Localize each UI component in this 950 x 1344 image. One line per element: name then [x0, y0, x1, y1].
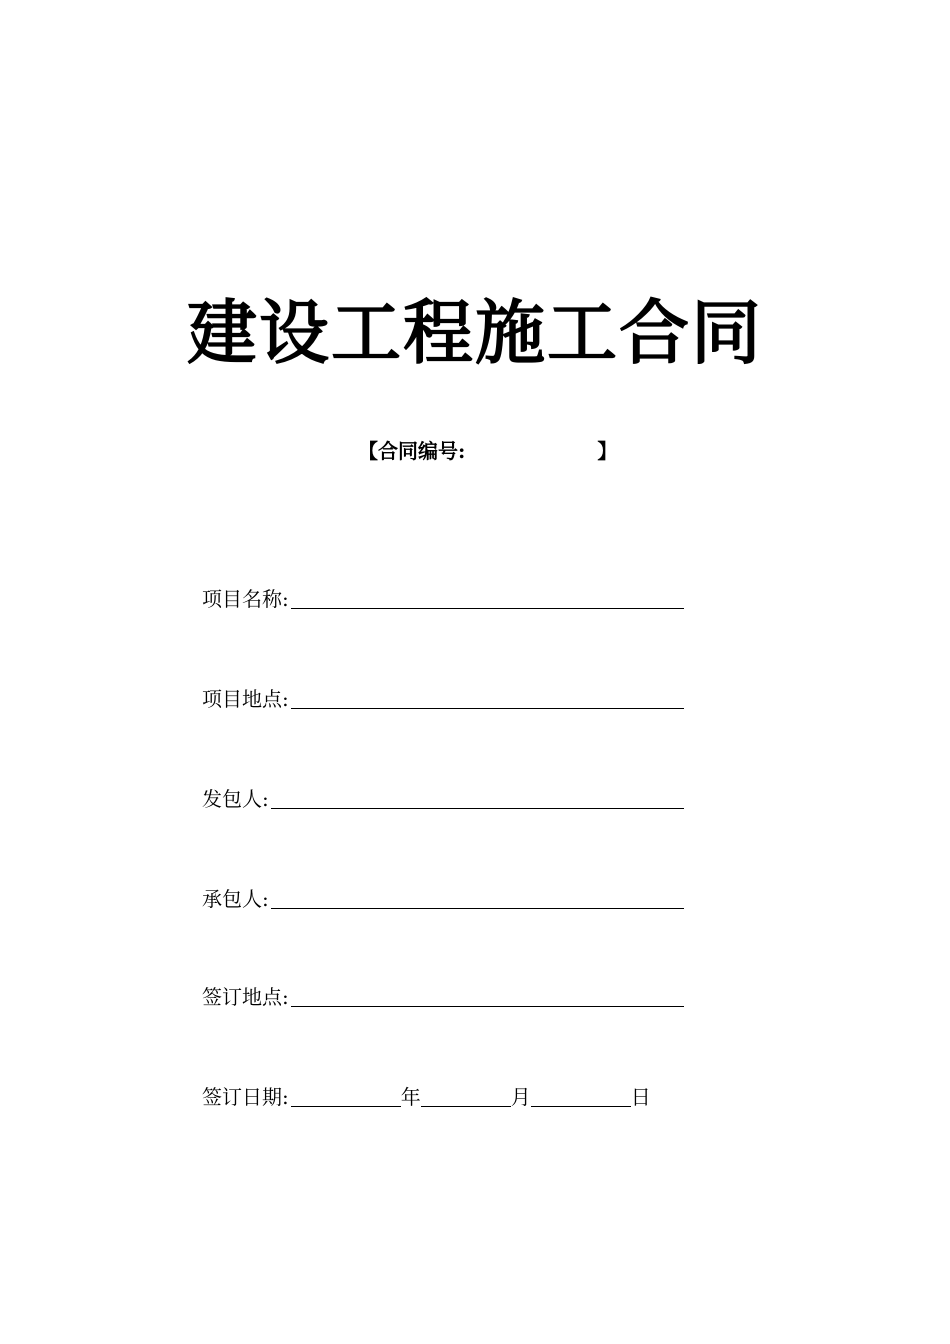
field-label: 发包人:	[202, 787, 269, 811]
day-label: 日	[630, 1085, 651, 1109]
contract-number-label: 合同编号:	[378, 439, 466, 463]
field-signing-date	[202, 1082, 651, 1112]
contractor-blank-line[interactable]	[271, 907, 684, 909]
signing-date-label: 签订日期:	[202, 1085, 289, 1109]
employer-blank-line[interactable]	[271, 807, 684, 809]
contract-number	[358, 436, 617, 466]
field-label: 项目名称:	[202, 587, 289, 611]
field-label: 承包人:	[202, 887, 269, 911]
contract-number-open-bracket: 【	[358, 439, 378, 463]
project-location-blank-line[interactable]	[291, 707, 684, 709]
project-name-blank-line[interactable]	[291, 607, 684, 609]
field-contractor	[202, 884, 684, 914]
field-label: 项目地点:	[202, 687, 289, 711]
signing-location-blank-line[interactable]	[291, 1005, 684, 1007]
year-label: 年	[400, 1085, 421, 1109]
field-employer	[202, 784, 684, 814]
field-project-name	[202, 584, 684, 614]
month-label: 月	[510, 1085, 531, 1109]
signing-day-blank-line[interactable]	[531, 1105, 631, 1107]
signing-month-blank-line[interactable]	[421, 1105, 511, 1107]
document-title: 建设工程施工合同	[187, 291, 763, 374]
signing-year-blank-line[interactable]	[291, 1105, 401, 1107]
contract-number-close-bracket: 】	[597, 439, 618, 463]
field-project-location	[202, 684, 684, 714]
field-signing-location	[202, 982, 684, 1012]
field-label: 签订地点:	[202, 985, 289, 1009]
